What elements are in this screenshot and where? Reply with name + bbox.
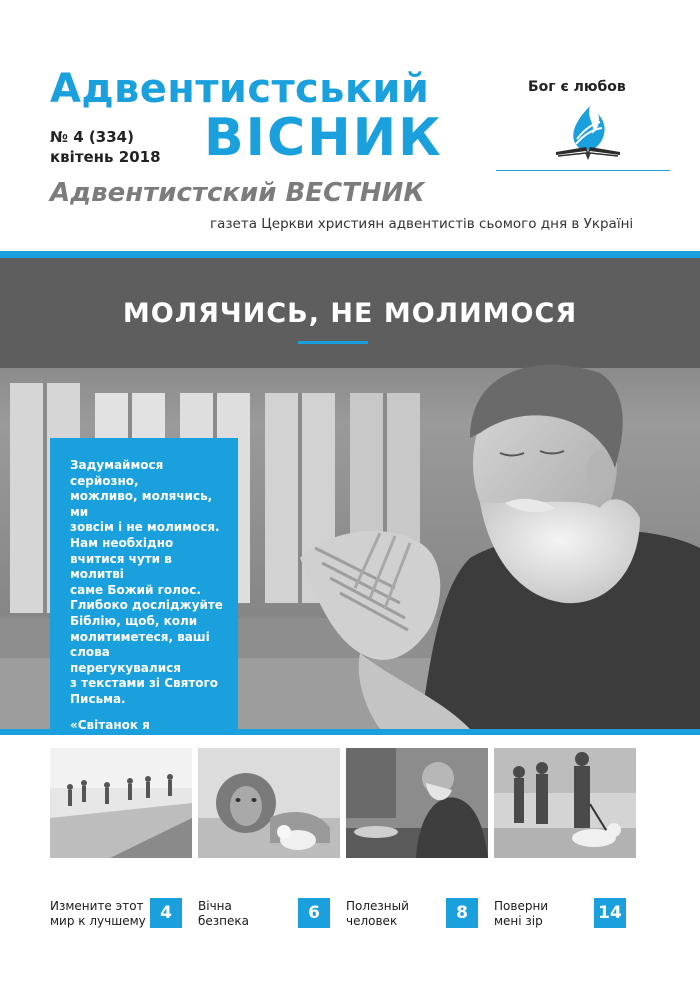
old-man-at-table-photo bbox=[346, 748, 488, 858]
lion-and-lamb-photo bbox=[198, 748, 340, 858]
masthead-rule bbox=[496, 170, 670, 171]
teaser-card[interactable] bbox=[346, 748, 488, 933]
page-number-badge: 14 bbox=[594, 898, 626, 928]
cover-story bbox=[0, 251, 700, 748]
workers-on-shore-photo bbox=[50, 748, 192, 858]
headline-underline bbox=[298, 341, 368, 344]
teaser-title: Полезный человек bbox=[346, 899, 409, 928]
newspaper-title-secondary: ВІСНИК bbox=[204, 108, 443, 168]
guide-dog-photo bbox=[494, 748, 636, 858]
teaser-card[interactable] bbox=[494, 748, 636, 933]
page-number-badge: 8 bbox=[446, 898, 478, 928]
page-number-badge: 6 bbox=[298, 898, 330, 928]
issue-number: № 4 (334) bbox=[50, 128, 134, 146]
teaser-title: Поверни мені зір bbox=[494, 899, 549, 928]
cover-headline: МОЛЯЧИСЬ, НЕ МОЛИМОСЯ bbox=[122, 298, 578, 329]
quote-box bbox=[50, 438, 238, 748]
page-number-badge: 4 bbox=[150, 898, 182, 928]
tagline: газета Церкви християн адвентистів сьомого дня в Україні bbox=[210, 216, 634, 232]
bible-verse: «Світанок я випередив bbox=[70, 717, 150, 748]
teaser-card[interactable] bbox=[198, 748, 340, 933]
newspaper-title: Адвентистський bbox=[50, 66, 430, 112]
issue-date: квітень 2018 bbox=[50, 148, 161, 166]
adventist-logo-icon bbox=[552, 100, 624, 162]
teaser-title: Вічна безпека bbox=[198, 899, 249, 928]
slogan: Бог є любов bbox=[528, 79, 626, 95]
quote-text: Задумаймося серйозно, можливо, молячись, ми зовсім і не молимося. Нам необхідно вчитися чути в молитві саме Божий голос. Глибоко досліджуйте Біблію, щоб, коли молитиметеся, ваші слова перегукувалися з текстами зі Святого Письма. bbox=[70, 458, 223, 706]
teaser-card[interactable] bbox=[50, 748, 192, 933]
russian-title: Адвентистский ВЕСТНИК bbox=[50, 178, 425, 208]
teaser-title: Измените этот мир к лучшему bbox=[50, 899, 146, 928]
